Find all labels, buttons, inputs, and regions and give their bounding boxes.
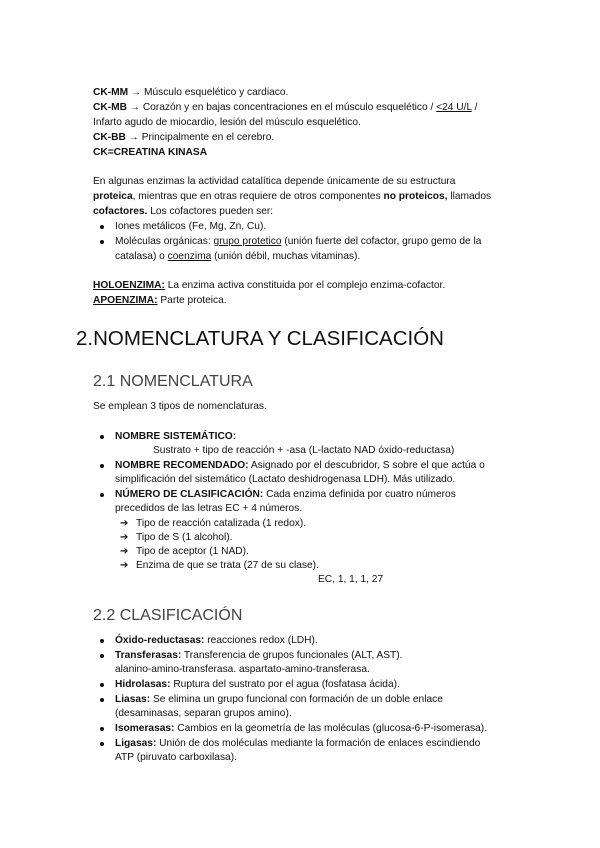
bullet-dot (100, 493, 104, 497)
bullet-dot (100, 225, 104, 229)
numero-clasificacion-line2: precedidos de las letras EC + 4 números. (115, 503, 303, 514)
class-oxido-reductasas (115, 634, 318, 648)
bullet-dot (100, 742, 104, 746)
cofactors-proteica: proteica (93, 191, 133, 202)
arrow-icon: ➔ (120, 546, 129, 557)
ck-mb-text: → Corazón y en bajas concentraciones en el músculo esquelético / (129, 102, 437, 113)
nombre-recomendado-text: Asignado por el descubridor, S sobre el que actúa o (248, 460, 485, 471)
ck-mm-line (93, 86, 288, 100)
cofactors-no-proteicos: no proteicos, (383, 191, 448, 202)
apoenzima-term: APOENZIMA: (93, 295, 158, 306)
cofactor-organic-text2: (unión fuerte del cofactor, grupo gemo de la (281, 236, 482, 247)
apoenzima-line (93, 294, 227, 308)
ck-mm-code: CK-MM (93, 87, 129, 98)
arrow-icon: ➔ (120, 532, 129, 543)
ck-definition: CK=CREATINA KINASA (93, 147, 208, 158)
class-ligasas (115, 737, 480, 751)
ec-sub-item: Enzima de que se trata (27 de su clase). (136, 560, 319, 571)
cofactor-bullet-ions: Iones metálicos (Fe, Mg, Zn, Cu). (115, 221, 267, 232)
liasas-text: Se elimina un grupo funcional con formación de un doble enlace (150, 694, 443, 705)
nombre-recomendado-line2: simplificación del sistemático (Lactato deshidrogenasa LDH). Más utilizado. (115, 474, 456, 485)
cofactor-bullet-organic-line2 (115, 250, 360, 264)
cofactor-organic-text: Moléculas orgánicas: (115, 236, 214, 247)
nomenclature-intro: Se emplean 3 tipos de nomenclaturas. (93, 401, 267, 412)
cofactors-line1: En algunas enzimas la actividad catalítica depende únicamente de su estructura (93, 176, 456, 187)
transferasas-line2: alanino-amino-transferasa. aspartato-amino-transferasa. (115, 664, 370, 675)
liasas-line2: (desaminasas, separan grupos amino). (115, 708, 292, 719)
bullet-dot (100, 683, 104, 687)
coenzima-term: coenzima (167, 251, 212, 262)
hidrolasas-term: Hidrolasas: (115, 679, 171, 690)
ck-bb-line (93, 131, 274, 145)
holoenzima-term: HOLOENZIMA: (93, 280, 165, 291)
bullet-dot (100, 698, 104, 702)
bullet-dot (100, 654, 104, 658)
nombre-sistematico-desc: Sustrato + tipo de reacción + -asa (L-lactato NAD óxido-reductasa) (153, 445, 455, 456)
ec-sub-item: Tipo de reacción catalizada (1 redox). (136, 518, 307, 529)
class-hidrolasas (115, 678, 400, 692)
cofactor-bullet-organic (115, 235, 481, 249)
oxido-reductasas-term: Óxido-reductasas: (115, 635, 205, 646)
cofactor-organic-text3: catalasa) o (115, 251, 168, 262)
nombre-sistematico-term: NOMBRE SISTEMÁTICO: (115, 431, 237, 442)
holoenzima-line (93, 279, 445, 293)
ck-mm-text: → Músculo esquelético y cardiaco. (130, 87, 289, 98)
bullet-dot (100, 727, 104, 731)
oxido-reductasas-text: reacciones redox (LDH). (204, 635, 318, 646)
apoenzima-text: Parte proteica. (157, 295, 227, 306)
arrow-icon: ➔ (120, 518, 129, 529)
ligasas-term: Ligasas: (115, 738, 157, 749)
nombre-recomendado-term: NOMBRE RECOMENDADO: (115, 460, 249, 471)
ck-mb-value: <24 U/L (436, 102, 472, 113)
ec-sub-item: Tipo de aceptor (1 NAD). (136, 546, 249, 557)
section-2-title: 2.NOMENCLATURA Y CLASIFICACIÓN (76, 327, 444, 350)
ec-example: EC, 1, 1, 1, 27 (318, 574, 384, 585)
isomerasas-text: Cambios en la geometría de las moléculas (glucosa-6-P-isomerasa). (174, 723, 488, 734)
ck-mb-line (93, 101, 477, 115)
class-liasas (115, 693, 443, 707)
grupo-protetico-term: grupo protetico (213, 236, 282, 247)
cofactors-line2 (93, 190, 491, 204)
ligasas-line2: ATP (piruvato carboxilasa). (115, 752, 237, 763)
ligasas-text: Unión de dos moléculas mediante la formación de enlaces escindiendo (156, 738, 481, 749)
ck-mb-text-end: / (471, 102, 478, 113)
ec-sub-item: Tipo de S (1 alcohol). (136, 532, 233, 543)
numero-clasificacion-text: Cada enzima definida por cuatro números (263, 489, 456, 500)
class-isomerasas (115, 722, 487, 736)
isomerasas-term: Isomerasas: (115, 723, 175, 734)
cofactors-term: cofactores. (93, 206, 148, 217)
ck-bb-code: CK-BB (93, 132, 126, 143)
numero-clasificacion-line (115, 488, 456, 502)
class-transferasas (115, 649, 402, 663)
cofactors-line2-text: , mientras que en otras requiere de otros componentes (132, 191, 384, 202)
numero-clasificacion-term: NÚMERO DE CLASIFICACIÓN: (115, 489, 264, 500)
cofactors-line3 (93, 205, 273, 219)
bullet-dot (100, 639, 104, 643)
subsection-2-2-title: 2.2 CLASIFICACIÓN (93, 607, 243, 624)
ck-mb-code: CK-MB (93, 102, 127, 113)
bullet-dot (100, 240, 104, 244)
ck-mb-line2: Infarto agudo de miocardio, lesión del músculo esquelético. (93, 117, 361, 128)
bullet-dot (100, 464, 104, 468)
arrow-icon: ➔ (120, 560, 129, 571)
cofactors-line3-text: Los cofactores pueden ser: (147, 206, 274, 217)
transferasas-term: Transferasas: (115, 650, 182, 661)
cofactor-organic-text4: (unión débil, muchas vitaminas). (211, 251, 361, 262)
ck-bb-text: → Principalmente en el cerebro. (128, 132, 275, 143)
nombre-recomendado-line (115, 459, 485, 473)
bullet-dot (100, 435, 104, 439)
subsection-2-1-title: 2.1 NOMENCLATURA (93, 373, 253, 390)
transferasas-text: Transferencia de grupos funcionales (ALT, AST). (181, 650, 403, 661)
hidrolasas-text: Ruptura del sustrato por el agua (fosfatasa ácida). (170, 679, 400, 690)
liasas-term: Liasas: (115, 694, 151, 705)
holoenzima-text: La enzima activa constituida por el complejo enzima-cofactor. (164, 280, 446, 291)
cofactors-line2-text2: llamados (447, 191, 492, 202)
